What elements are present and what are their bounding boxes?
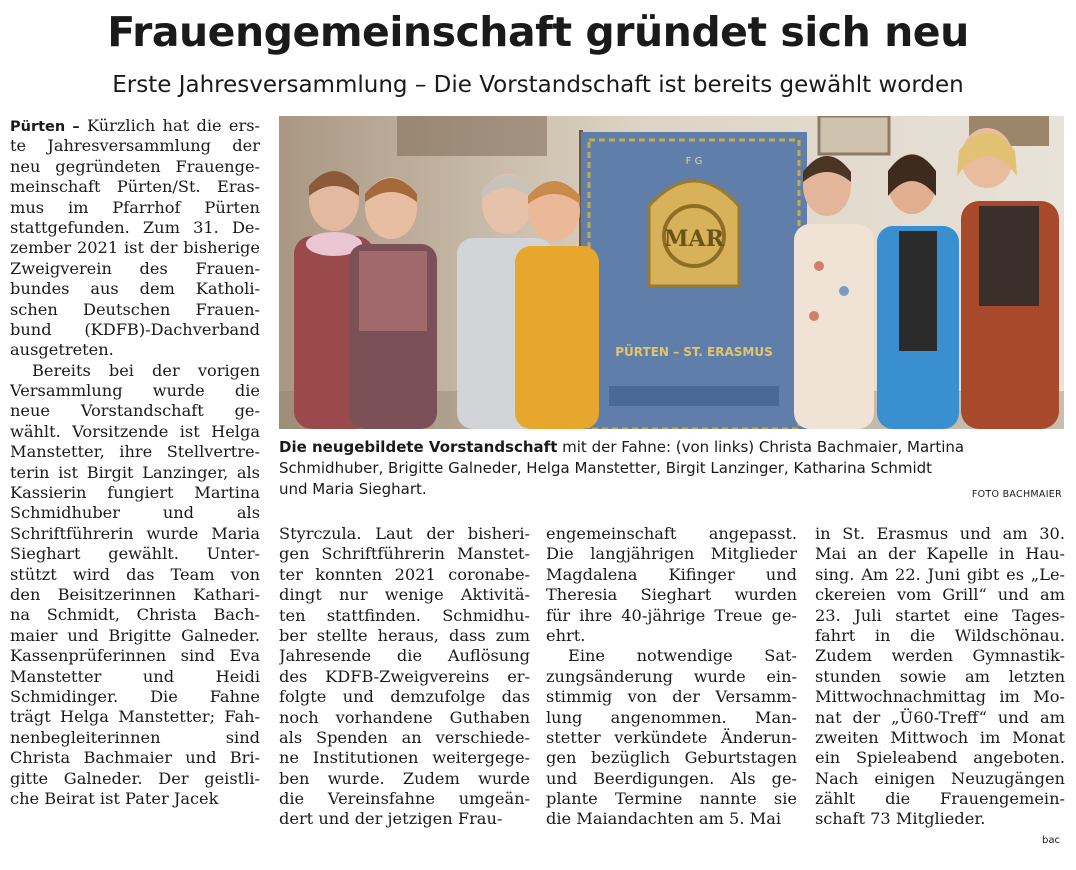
column-1-line: terin ist Birgit Lanzinger, als xyxy=(10,462,260,482)
caption-line-3: und Maria Sieghart. xyxy=(279,480,427,498)
column-4-line: ckereien vom Grill“ und am xyxy=(815,585,1065,605)
column-4-line: fahrt in die Wildschönau. xyxy=(815,625,1065,645)
column-4-line: ein Spieleabend angeboten. xyxy=(815,748,1065,768)
column-3-line: ehrt. xyxy=(546,625,586,645)
banner-top-letters: F G xyxy=(685,156,703,167)
column-1-line: zember 2021 ist der bisherige xyxy=(10,238,260,258)
column-2-line: Jahresende die Auflösung xyxy=(279,646,530,666)
dateline: Pürten – xyxy=(10,119,80,135)
column-2-line: die Vereinsfahne umgeän- xyxy=(279,789,530,809)
column-2-line: dert und der jetzigen Frau- xyxy=(279,809,503,829)
column-1-line: Schriftführerin wurde Maria xyxy=(10,523,260,543)
column-1-line: Bereits bei der vorigen xyxy=(32,360,260,380)
column-2-line: ben wurde. Zudem wurde xyxy=(279,768,530,788)
column-4-line: Mittwochnachmittag im Mo- xyxy=(815,687,1065,707)
column-2-line: als Spenden an verschiede- xyxy=(279,727,530,747)
caption-line-1-rest: mit der Fahne: (von links) Christa Bachmaier, Martina xyxy=(557,438,965,456)
text-column-2 xyxy=(279,524,530,830)
column-2-line: folgte und demzufolge das xyxy=(279,687,530,707)
column-1-line: stattgefunden. Zum 31. De- xyxy=(10,217,260,237)
column-3-line: Die langjährigen Mitglieder xyxy=(546,544,797,564)
column-3-line: Eine notwendige Sat- xyxy=(568,646,797,666)
banner-monogram: MAR xyxy=(664,226,724,252)
column-1-line: ausgetreten. xyxy=(10,340,114,360)
column-2-line: ber stellte heraus, dass zum xyxy=(279,625,530,645)
column-1-line: neue Vorstandschaft ge- xyxy=(10,401,260,421)
column-1-line: nenbegleiterinnen sind xyxy=(10,727,260,747)
column-1-line: meinschaft Pürten/St. Eras- xyxy=(10,177,260,197)
column-4-line: Mai an der Kapelle in Hau- xyxy=(815,544,1065,564)
column-4-line: sing. Am 22. Juni gibt es „Le- xyxy=(815,564,1065,584)
group-photo-illustration xyxy=(279,116,1064,429)
column-2-line: Styrczula. Laut der bisheri- xyxy=(279,524,530,543)
column-3-line: engemeinschaft angepasst. xyxy=(546,524,797,543)
text-column-4 xyxy=(815,524,1065,830)
column-1-line xyxy=(10,116,260,136)
column-3-line: plante Termine nannte sie xyxy=(546,789,797,809)
author-tag: bac xyxy=(1042,835,1060,846)
column-4-line: nat der „Ü60-Treff“ und am xyxy=(815,707,1065,727)
caption-line-2: Schmidhuber, Brigitte Galneder, Helga Manstetter, Birgit Lanzinger, Katharina Schmidt xyxy=(279,459,933,477)
column-1-line: Versammlung wurde die xyxy=(10,381,260,401)
column-2-line: dingt nur wenige Aktivitä- xyxy=(279,585,530,605)
column-1-line: Sieghart gewählt. Unter- xyxy=(10,544,260,564)
photo-credit: FOTO BACHMAIER xyxy=(971,489,1062,500)
column-4-line: 23. Juli startet eine Tages- xyxy=(815,605,1065,625)
column-1-line: Christa Bachmaier und Bri- xyxy=(10,748,260,768)
column-1-line: Manstetter, ihre Stellvertre- xyxy=(10,442,260,462)
column-2-line: gen Schriftführerin Manstet- xyxy=(279,544,530,564)
caption-line-1 xyxy=(279,437,1064,458)
column-1-line: trägt Helga Manstetter; Fah- xyxy=(10,707,260,727)
column-1-line: na Schmidt, Christa Bach- xyxy=(10,605,260,625)
column-1-line: stützt wird das Team von xyxy=(10,564,260,584)
column-1-line: Schmidinger. Die Fahne xyxy=(10,686,260,706)
banner-text: PÜRTEN – ST. ERASMUS xyxy=(615,345,773,359)
photo-caption xyxy=(279,437,1064,500)
column-3-line: Magdalena Kifinger und xyxy=(546,564,797,584)
column-3-line: zungsänderung wurde ein- xyxy=(546,666,797,686)
column-1-line: bund (KDFB)-Dachverband xyxy=(10,319,260,339)
column-1-line: bundes aus dem Katholi- xyxy=(10,279,260,299)
column-2-line: noch vorhandene Guthaben xyxy=(279,707,530,727)
column-4-line: stunden sowie am letzten xyxy=(815,666,1065,686)
column-3-line: und Beerdigungen. Als ge- xyxy=(546,768,797,788)
caption-lead: Die neugebildete Vorstandschaft xyxy=(279,438,558,456)
headline: Frauengemeinschaft gründet sich neu xyxy=(107,8,969,56)
column-4-line: Zudem werden Gymnastik- xyxy=(815,646,1065,666)
column-1-line: schen Deutschen Frauen- xyxy=(10,299,260,319)
column-4-line: zweiten Mittwoch im Monat xyxy=(815,727,1065,747)
column-1-line: Kassenprüferinnen sind Eva xyxy=(10,646,260,666)
column-1-line: den Beisitzerinnen Kathari- xyxy=(10,584,260,604)
column-1-line: che Beirat ist Pater Jacek xyxy=(10,788,219,808)
column-1-line: Kassierin fungiert Martina xyxy=(10,483,260,503)
text-column-1 xyxy=(10,116,260,809)
column-4-line: schaft 73 Mitglieder. xyxy=(815,809,986,829)
column-3-line: stetter verkündete Änderun- xyxy=(546,727,797,747)
column-1-line: Manstetter und Heidi xyxy=(10,666,260,686)
column-3-line: Theresia Sieghart wurden xyxy=(546,585,797,605)
column-4-line: zählt die Frauengemein- xyxy=(815,789,1065,809)
column-2-line: des KDFB-Zweigvereins er- xyxy=(279,666,530,686)
column-3-line: lung angenommen. Man- xyxy=(546,707,797,727)
column-4-line: Nach einigen Neuzugängen xyxy=(815,768,1065,788)
column-1-line: neu gegründeten Frauenge- xyxy=(10,156,260,176)
column-3-line: gen bezüglich Geburtstagen xyxy=(546,748,797,768)
column-2-line: ne Institutionen weitergege- xyxy=(279,748,530,768)
column-2-line: ten stattfinden. Schmidhu- xyxy=(279,605,530,625)
column-3-line: für ihre 40-jährige Treue ge- xyxy=(546,605,797,625)
column-1-line: Schmidhuber und als xyxy=(10,503,260,523)
subheadline: Erste Jahresversammlung – Die Vorstandschaft ist bereits gewählt worden xyxy=(112,72,964,98)
column-1-line: wählt. Vorsitzende ist Helga xyxy=(10,421,260,441)
column-1-line: te Jahresversammlung der xyxy=(10,136,260,156)
column-2-line: ter konnten 2021 coronabe- xyxy=(279,564,530,584)
group-photo xyxy=(279,116,1064,429)
column-1-line: maier und Brigitte Galneder. xyxy=(10,625,260,645)
text-column-3 xyxy=(546,524,797,830)
column-1-line: mus im Pfarrhof Pürten xyxy=(10,197,260,217)
column-3-line: die Maiandachten am 5. Mai xyxy=(546,809,782,829)
column-1-line-text: Kürzlich hat die ers- xyxy=(79,116,260,135)
column-1-line: gitte Galneder. Der geistli- xyxy=(10,768,260,788)
column-3-line: stimmig von der Versamm- xyxy=(546,687,797,707)
column-1-line: Zweigverein des Frauen- xyxy=(10,258,260,278)
column-4-line: in St. Erasmus und am 30. xyxy=(815,524,1065,543)
